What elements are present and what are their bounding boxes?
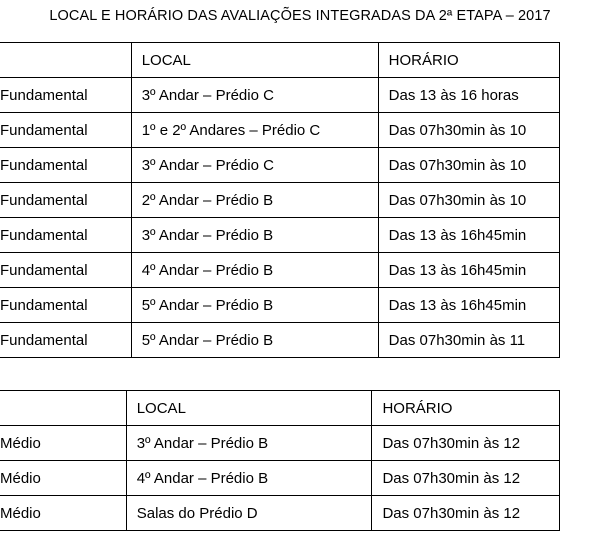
header-row <box>0 43 560 78</box>
level-cell: Fundamental <box>0 183 131 218</box>
local-cell: 4º Andar – Prédio B <box>131 253 378 288</box>
horario-cell: Das 13 às 16h45min <box>378 253 559 288</box>
horario-cell: Das 07h30min às 12 <box>372 496 560 531</box>
table-row <box>0 496 560 531</box>
local-cell: 4º Andar – Prédio B <box>126 461 372 496</box>
level-cell: Médio <box>0 426 126 461</box>
table-row <box>0 253 560 288</box>
horario-cell: Das 07h30min às 12 <box>372 461 560 496</box>
level-cell: Fundamental <box>0 218 131 253</box>
level-cell: Fundamental <box>0 113 131 148</box>
level-cell: Fundamental <box>0 148 131 183</box>
horario-cell: Das 07h30min às 10 <box>378 148 559 183</box>
header-horario-cell: HORÁRIO <box>378 43 559 78</box>
level-cell: Médio <box>0 461 126 496</box>
level-cell: Médio <box>0 496 126 531</box>
horario-cell: Das 13 às 16 horas <box>378 78 559 113</box>
header-level-cell <box>0 391 126 426</box>
table-row <box>0 78 560 113</box>
header-level-cell <box>0 43 131 78</box>
horario-cell: Das 07h30min às 10 <box>378 183 559 218</box>
table-row <box>0 461 560 496</box>
header-row <box>0 391 560 426</box>
medio-schedule-table <box>0 390 560 531</box>
local-cell: 2º Andar – Prédio B <box>131 183 378 218</box>
horario-cell: Das 07h30min às 11 <box>378 323 559 358</box>
level-cell: Fundamental <box>0 288 131 323</box>
table-row <box>0 148 560 183</box>
local-cell: 5º Andar – Prédio B <box>131 288 378 323</box>
local-cell: 3º Andar – Prédio B <box>131 218 378 253</box>
table-row <box>0 183 560 218</box>
level-cell: Fundamental <box>0 323 131 358</box>
local-cell: 5º Andar – Prédio B <box>131 323 378 358</box>
level-cell: Fundamental <box>0 253 131 288</box>
table-row <box>0 323 560 358</box>
document-title: LOCAL E HORÁRIO DAS AVALIAÇÕES INTEGRADAS DA 2ª ETAPA – 2017 <box>49 8 551 24</box>
horario-cell: Das 13 às 16h45min <box>378 218 559 253</box>
table-row <box>0 426 560 461</box>
fundamental-schedule-table <box>0 42 560 358</box>
horario-cell: Das 07h30min às 12 <box>372 426 560 461</box>
header-local-cell: LOCAL <box>131 43 378 78</box>
local-cell: 3º Andar – Prédio C <box>131 148 378 183</box>
table-row <box>0 288 560 323</box>
local-cell: Salas do Prédio D <box>126 496 372 531</box>
table-row <box>0 113 560 148</box>
horario-cell: Das 13 às 16h45min <box>378 288 559 323</box>
level-cell: Fundamental <box>0 78 131 113</box>
header-local-cell: LOCAL <box>126 391 372 426</box>
local-cell: 3º Andar – Prédio C <box>131 78 378 113</box>
horario-cell: Das 07h30min às 10 <box>378 113 559 148</box>
header-horario-cell: HORÁRIO <box>372 391 560 426</box>
table-row <box>0 218 560 253</box>
local-cell: 3º Andar – Prédio B <box>126 426 372 461</box>
local-cell: 1º e 2º Andares – Prédio C <box>131 113 378 148</box>
